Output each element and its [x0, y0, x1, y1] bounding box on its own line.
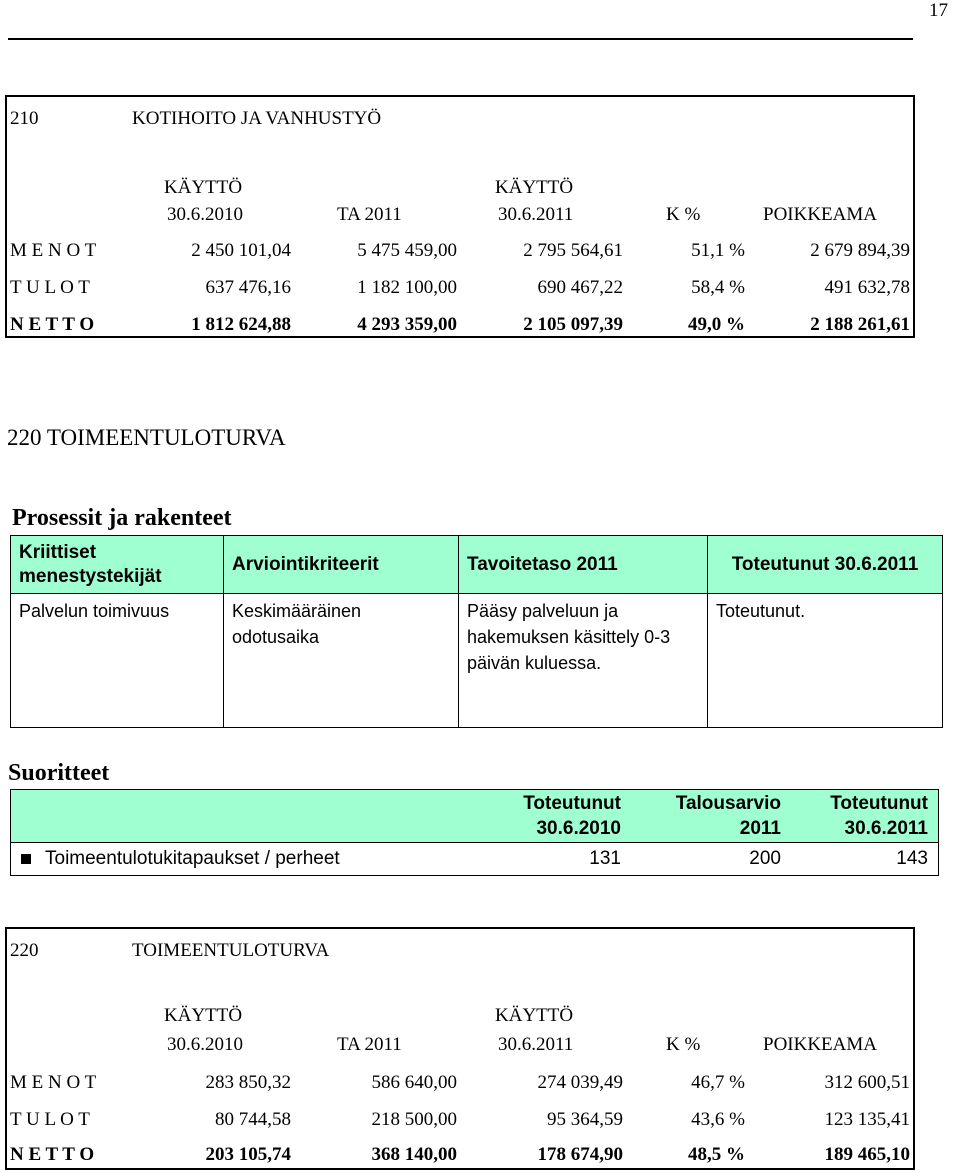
row-tulot-v3: 690 467,22 — [537, 277, 623, 298]
row-netto-v3: 178 674,90 — [537, 1144, 623, 1165]
process-cell: Toteutunut. — [708, 594, 943, 728]
header-line: Talousarvio — [675, 793, 781, 814]
row-tulot-v5: 491 632,78 — [824, 277, 910, 298]
header-col1-line2: 30.6.2010 — [167, 204, 243, 225]
row-tulot-v3: 95 364,59 — [547, 1109, 623, 1130]
row-netto-v2: 4 293 359,00 — [357, 314, 457, 335]
process-cell: Palvelun toimivuus — [11, 594, 224, 728]
page-number: 17 — [929, 0, 948, 21]
suoritteet-table — [10, 789, 939, 876]
suoritteet-header-cell — [631, 790, 791, 843]
process-header-cell: Tavoitetaso 2011 — [459, 536, 708, 594]
row-netto-v1: 203 105,74 — [205, 1144, 291, 1165]
header-col1-line1: KÄYTTÖ — [164, 1005, 243, 1026]
header-col3-line2: 30.6.2011 — [498, 204, 574, 225]
row-menot-v1: 2 450 101,04 — [191, 240, 291, 261]
header-col3-line1: KÄYTTÖ — [495, 177, 574, 198]
suoritteet-row — [11, 843, 939, 876]
budget-title: TOIMEENTULOTURVA — [132, 940, 330, 961]
suoritteet-title: Suoritteet — [8, 760, 110, 786]
suoritteet-value: 131 — [451, 843, 631, 876]
row-tulot-v2: 218 500,00 — [371, 1109, 457, 1130]
row-netto-v5: 2 188 261,61 — [810, 314, 910, 335]
suoritteet-header-cell — [791, 790, 939, 843]
header-rule — [8, 38, 913, 40]
bullet-icon — [21, 854, 31, 864]
budget-code: 210 — [10, 108, 39, 129]
row-netto-v4: 49,0 % — [688, 314, 745, 335]
process-header-cell: Kriittiset menestystekijät — [11, 536, 224, 594]
header-line: 2011 — [739, 818, 781, 839]
suoritteet-value: 200 — [631, 843, 791, 876]
row-menot-v1: 283 850,32 — [205, 1072, 291, 1093]
header-col2: TA 2011 — [337, 204, 402, 225]
row-tulot-v2: 1 182 100,00 — [357, 277, 457, 298]
budget-table-220 — [5, 927, 915, 1170]
row-netto-v4: 48,5 % — [688, 1144, 745, 1165]
row-label-menot: M E N O T — [10, 1072, 97, 1093]
header-col3-line1: KÄYTTÖ — [495, 1005, 574, 1026]
header-col3-line2: 30.6.2011 — [498, 1034, 574, 1055]
suoritteet-header-blank — [11, 790, 452, 843]
header-col2: TA 2011 — [337, 1034, 402, 1055]
row-label-netto: N E T T O — [10, 314, 95, 335]
header-col4: K % — [666, 1034, 701, 1055]
header-col1-line1: KÄYTTÖ — [164, 177, 243, 198]
budget-table-210 — [5, 95, 915, 338]
process-cell: Keskimääräinen odotusaika — [224, 594, 459, 728]
header-col5: POIKKEAMA — [763, 204, 877, 225]
row-tulot-v1: 80 744,58 — [215, 1109, 291, 1130]
row-menot-v4: 46,7 % — [691, 1072, 745, 1093]
process-header-cell: Arviointikriteerit — [224, 536, 459, 594]
header-line: 30.6.2010 — [536, 818, 621, 839]
row-label-menot: M E N O T — [10, 240, 97, 261]
row-tulot-v5: 123 135,41 — [824, 1109, 910, 1130]
process-row — [11, 594, 943, 728]
row-label-tulot: T U L O T — [10, 277, 90, 298]
section-title: 220 TOIMEENTULOTURVA — [7, 425, 286, 450]
header-col4: K % — [666, 204, 701, 225]
suoritteet-header-cell — [451, 790, 631, 843]
budget-code: 220 — [10, 940, 39, 961]
row-netto-v5: 189 465,10 — [824, 1144, 910, 1165]
row-label-netto: N E T T O — [10, 1144, 95, 1165]
row-netto-v2: 368 140,00 — [371, 1144, 457, 1165]
process-header-cell: Toteutunut 30.6.2011 — [708, 536, 943, 594]
suoritteet-value: 143 — [791, 843, 939, 876]
process-table — [10, 535, 943, 728]
row-menot-v2: 586 640,00 — [371, 1072, 457, 1093]
header-col5: POIKKEAMA — [763, 1034, 877, 1055]
row-netto-v3: 2 105 097,39 — [523, 314, 623, 335]
row-label-tulot: T U L O T — [10, 1109, 90, 1130]
row-tulot-v1: 637 476,16 — [205, 277, 291, 298]
process-header-row — [11, 536, 943, 594]
row-menot-v3: 2 795 564,61 — [523, 240, 623, 261]
row-menot-v5: 312 600,51 — [824, 1072, 910, 1093]
row-tulot-v4: 43,6 % — [691, 1109, 745, 1130]
row-menot-v4: 51,1 % — [691, 240, 745, 261]
row-tulot-v4: 58,4 % — [691, 277, 745, 298]
budget-title: KOTIHOITO JA VANHUSTYÖ — [132, 108, 382, 129]
header-line: Toteutunut — [523, 793, 621, 814]
row-menot-v5: 2 679 894,39 — [810, 240, 910, 261]
row-menot-v3: 274 039,49 — [537, 1072, 623, 1093]
suoritteet-row-label: Toimeentulotukitapaukset / perheet — [45, 848, 340, 869]
header-line: Toteutunut — [830, 793, 928, 814]
process-cell: Pääsy palveluun ja hakemuksen käsittely 0-3 päivän kuluessa. — [459, 594, 708, 728]
header-line: 30.6.2011 — [844, 818, 928, 839]
suoritteet-row-label-cell — [11, 843, 452, 876]
header-col1-line2: 30.6.2010 — [167, 1034, 243, 1055]
process-title: Prosessit ja rakenteet — [12, 505, 232, 531]
row-menot-v2: 5 475 459,00 — [357, 240, 457, 261]
row-netto-v1: 1 812 624,88 — [191, 314, 291, 335]
suoritteet-header-row — [11, 790, 939, 843]
